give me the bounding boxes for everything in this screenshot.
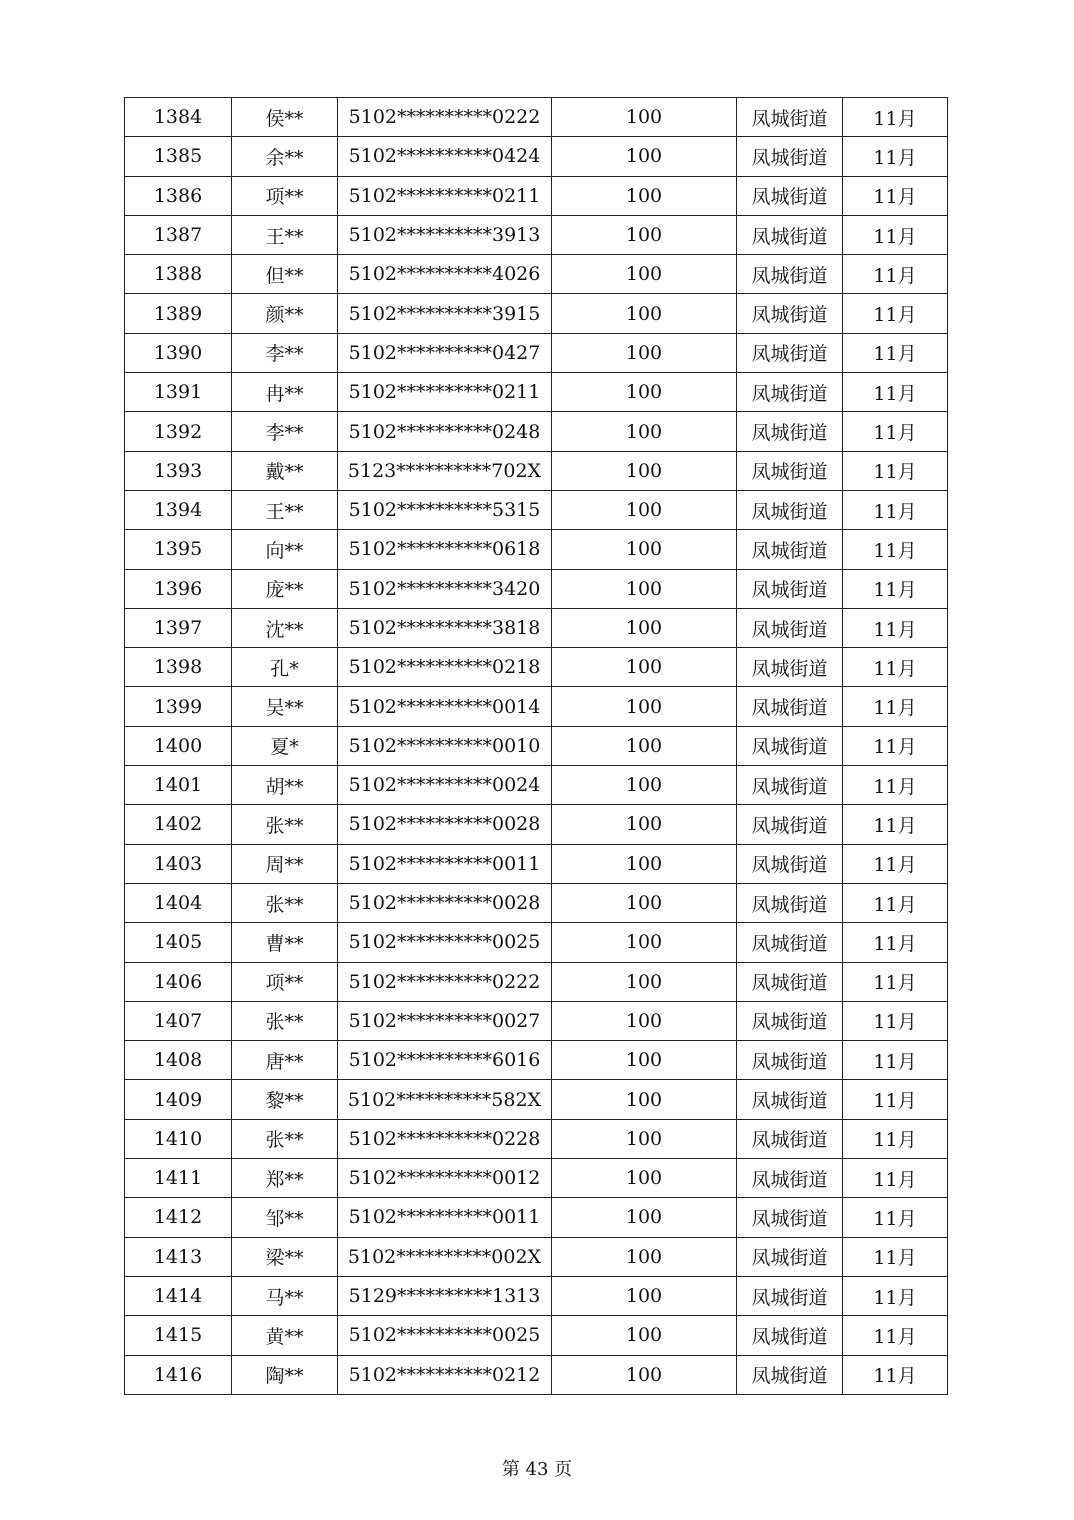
street-office: 凤城街道 — [737, 844, 843, 883]
row-number: 1414 — [125, 1276, 232, 1315]
person-name: 胡** — [232, 766, 338, 805]
amount: 100 — [552, 648, 737, 687]
person-name: 王** — [232, 215, 338, 254]
month: 11月 — [843, 1276, 948, 1315]
row-number: 1386 — [125, 176, 232, 215]
month: 11月 — [843, 923, 948, 962]
amount: 100 — [552, 451, 737, 490]
month: 11月 — [843, 1316, 948, 1355]
person-name: 张** — [232, 1119, 338, 1158]
person-name: 沈** — [232, 608, 338, 647]
month: 11月 — [843, 98, 948, 137]
street-office: 凤城街道 — [737, 451, 843, 490]
row-number: 1396 — [125, 569, 232, 608]
person-name: 戴** — [232, 451, 338, 490]
month: 11月 — [843, 176, 948, 215]
amount: 100 — [552, 176, 737, 215]
month: 11月 — [843, 333, 948, 372]
street-office: 凤城街道 — [737, 137, 843, 176]
id-number: 5102**********582X — [338, 1080, 552, 1119]
street-office: 凤城街道 — [737, 1001, 843, 1040]
id-number: 5102**********0012 — [338, 1159, 552, 1198]
month: 11月 — [843, 608, 948, 647]
data-table — [124, 97, 948, 1395]
month: 11月 — [843, 1001, 948, 1040]
table-row — [125, 137, 948, 176]
table-row — [125, 98, 948, 137]
street-office: 凤城街道 — [737, 215, 843, 254]
amount: 100 — [552, 412, 737, 451]
id-number: 5102**********0211 — [338, 176, 552, 215]
row-number: 1413 — [125, 1237, 232, 1276]
month: 11月 — [843, 569, 948, 608]
month: 11月 — [843, 844, 948, 883]
street-office: 凤城街道 — [737, 883, 843, 922]
person-name: 王** — [232, 490, 338, 529]
person-name: 黎** — [232, 1080, 338, 1119]
id-number: 5102**********4026 — [338, 255, 552, 294]
street-office: 凤城街道 — [737, 333, 843, 372]
amount: 100 — [552, 1276, 737, 1315]
row-number: 1405 — [125, 923, 232, 962]
table-row — [125, 373, 948, 412]
street-office: 凤城街道 — [737, 1159, 843, 1198]
street-office: 凤城街道 — [737, 412, 843, 451]
amount: 100 — [552, 687, 737, 726]
amount: 100 — [552, 333, 737, 372]
table-row — [125, 255, 948, 294]
table-row — [125, 608, 948, 647]
street-office: 凤城街道 — [737, 923, 843, 962]
person-name: 侯** — [232, 98, 338, 137]
amount: 100 — [552, 962, 737, 1001]
row-number: 1415 — [125, 1316, 232, 1355]
amount: 100 — [552, 215, 737, 254]
id-number: 5102**********0618 — [338, 530, 552, 569]
month: 11月 — [843, 883, 948, 922]
street-office: 凤城街道 — [737, 1237, 843, 1276]
amount: 100 — [552, 1237, 737, 1276]
amount: 100 — [552, 490, 737, 529]
row-number: 1398 — [125, 648, 232, 687]
person-name: 颜** — [232, 294, 338, 333]
page-number: 第 43 页 — [501, 1459, 573, 1480]
table-row — [125, 451, 948, 490]
person-name: 曹** — [232, 923, 338, 962]
person-name: 陶** — [232, 1355, 338, 1394]
month: 11月 — [843, 1041, 948, 1080]
month: 11月 — [843, 1119, 948, 1158]
street-office: 凤城街道 — [737, 1080, 843, 1119]
street-office: 凤城街道 — [737, 1198, 843, 1237]
table-row — [125, 844, 948, 883]
row-number: 1410 — [125, 1119, 232, 1158]
amount: 100 — [552, 844, 737, 883]
person-name: 孔* — [232, 648, 338, 687]
amount: 100 — [552, 1041, 737, 1080]
table-row — [125, 215, 948, 254]
id-number: 5102**********0028 — [338, 805, 552, 844]
month: 11月 — [843, 805, 948, 844]
row-number: 1407 — [125, 1001, 232, 1040]
id-number: 5102**********0010 — [338, 726, 552, 765]
amount: 100 — [552, 1316, 737, 1355]
amount: 100 — [552, 883, 737, 922]
person-name: 郑** — [232, 1159, 338, 1198]
amount: 100 — [552, 1080, 737, 1119]
table-row — [125, 648, 948, 687]
person-name: 张** — [232, 1001, 338, 1040]
month: 11月 — [843, 766, 948, 805]
amount: 100 — [552, 1119, 737, 1158]
person-name: 吴** — [232, 687, 338, 726]
row-number: 1392 — [125, 412, 232, 451]
month: 11月 — [843, 648, 948, 687]
street-office: 凤城街道 — [737, 766, 843, 805]
row-number: 1411 — [125, 1159, 232, 1198]
amount: 100 — [552, 294, 737, 333]
row-number: 1416 — [125, 1355, 232, 1394]
street-office: 凤城街道 — [737, 805, 843, 844]
amount: 100 — [552, 608, 737, 647]
row-number: 1401 — [125, 766, 232, 805]
id-number: 5102**********0222 — [338, 962, 552, 1001]
row-number: 1387 — [125, 215, 232, 254]
person-name: 张** — [232, 805, 338, 844]
person-name: 项** — [232, 962, 338, 1001]
person-name: 但** — [232, 255, 338, 294]
table-row — [125, 1001, 948, 1040]
street-office: 凤城街道 — [737, 294, 843, 333]
person-name: 余** — [232, 137, 338, 176]
street-office: 凤城街道 — [737, 569, 843, 608]
table-row — [125, 1198, 948, 1237]
amount: 100 — [552, 1198, 737, 1237]
street-office: 凤城街道 — [737, 176, 843, 215]
id-number: 5102**********0011 — [338, 844, 552, 883]
id-number: 5102**********6016 — [338, 1041, 552, 1080]
person-name: 张** — [232, 883, 338, 922]
street-office: 凤城街道 — [737, 1316, 843, 1355]
street-office: 凤城街道 — [737, 1355, 843, 1394]
row-number: 1395 — [125, 530, 232, 569]
street-office: 凤城街道 — [737, 1041, 843, 1080]
id-number: 5102**********3915 — [338, 294, 552, 333]
month: 11月 — [843, 726, 948, 765]
person-name: 黄** — [232, 1316, 338, 1355]
person-name: 李** — [232, 412, 338, 451]
table-row — [125, 333, 948, 372]
amount: 100 — [552, 923, 737, 962]
table-row — [125, 805, 948, 844]
row-number: 1393 — [125, 451, 232, 490]
table-row — [125, 883, 948, 922]
amount: 100 — [552, 137, 737, 176]
person-name: 庞** — [232, 569, 338, 608]
id-number: 5129**********1313 — [338, 1276, 552, 1315]
month: 11月 — [843, 451, 948, 490]
row-number: 1388 — [125, 255, 232, 294]
table-row — [125, 490, 948, 529]
amount: 100 — [552, 1159, 737, 1198]
person-name: 向** — [232, 530, 338, 569]
row-number: 1412 — [125, 1198, 232, 1237]
id-number: 5102**********0222 — [338, 98, 552, 137]
row-number: 1403 — [125, 844, 232, 883]
id-number: 5102**********5315 — [338, 490, 552, 529]
id-number: 5102**********3913 — [338, 215, 552, 254]
id-number: 5102**********0424 — [338, 137, 552, 176]
amount: 100 — [552, 373, 737, 412]
amount: 100 — [552, 805, 737, 844]
person-name: 夏* — [232, 726, 338, 765]
month: 11月 — [843, 1237, 948, 1276]
row-number: 1390 — [125, 333, 232, 372]
id-number: 5102**********0211 — [338, 373, 552, 412]
month: 11月 — [843, 1080, 948, 1119]
month: 11月 — [843, 490, 948, 529]
id-number: 5102**********0014 — [338, 687, 552, 726]
street-office: 凤城街道 — [737, 608, 843, 647]
person-name: 冉** — [232, 373, 338, 412]
id-number: 5102**********0228 — [338, 1119, 552, 1158]
person-name: 梁** — [232, 1237, 338, 1276]
month: 11月 — [843, 373, 948, 412]
street-office: 凤城街道 — [737, 726, 843, 765]
month: 11月 — [843, 294, 948, 333]
row-number: 1394 — [125, 490, 232, 529]
id-number: 5102**********0025 — [338, 923, 552, 962]
row-number: 1408 — [125, 1041, 232, 1080]
month: 11月 — [843, 687, 948, 726]
id-number: 5102**********002X — [338, 1237, 552, 1276]
table-row — [125, 1237, 948, 1276]
amount: 100 — [552, 98, 737, 137]
street-office: 凤城街道 — [737, 98, 843, 137]
table-row — [125, 412, 948, 451]
table-row — [125, 176, 948, 215]
person-name: 李** — [232, 333, 338, 372]
amount: 100 — [552, 726, 737, 765]
month: 11月 — [843, 1198, 948, 1237]
id-number: 5102**********0212 — [338, 1355, 552, 1394]
table-row — [125, 530, 948, 569]
month: 11月 — [843, 215, 948, 254]
amount: 100 — [552, 766, 737, 805]
person-name: 邹** — [232, 1198, 338, 1237]
row-number: 1389 — [125, 294, 232, 333]
month: 11月 — [843, 137, 948, 176]
row-number: 1397 — [125, 608, 232, 647]
id-number: 5102**********0427 — [338, 333, 552, 372]
row-number: 1391 — [125, 373, 232, 412]
person-name: 马** — [232, 1276, 338, 1315]
row-number: 1400 — [125, 726, 232, 765]
street-office: 凤城街道 — [737, 373, 843, 412]
id-number: 5102**********0218 — [338, 648, 552, 687]
id-number: 5102**********0024 — [338, 766, 552, 805]
table-row — [125, 687, 948, 726]
street-office: 凤城街道 — [737, 530, 843, 569]
id-number: 5102**********0025 — [338, 1316, 552, 1355]
month: 11月 — [843, 1355, 948, 1394]
person-name: 周** — [232, 844, 338, 883]
amount: 100 — [552, 569, 737, 608]
table-row — [125, 962, 948, 1001]
person-name: 唐** — [232, 1041, 338, 1080]
table-row — [125, 1276, 948, 1315]
month: 11月 — [843, 962, 948, 1001]
street-office: 凤城街道 — [737, 962, 843, 1001]
row-number: 1399 — [125, 687, 232, 726]
id-number: 5102**********0027 — [338, 1001, 552, 1040]
amount: 100 — [552, 255, 737, 294]
row-number: 1384 — [125, 98, 232, 137]
table-row — [125, 726, 948, 765]
id-number: 5102**********3420 — [338, 569, 552, 608]
amount: 100 — [552, 1001, 737, 1040]
street-office: 凤城街道 — [737, 490, 843, 529]
table-row — [125, 1041, 948, 1080]
table-row — [125, 1355, 948, 1394]
street-office: 凤城街道 — [737, 648, 843, 687]
person-name: 项** — [232, 176, 338, 215]
row-number: 1409 — [125, 1080, 232, 1119]
table-row — [125, 1080, 948, 1119]
table-row — [125, 1316, 948, 1355]
row-number: 1385 — [125, 137, 232, 176]
id-number: 5102**********0248 — [338, 412, 552, 451]
row-number: 1404 — [125, 883, 232, 922]
street-office: 凤城街道 — [737, 1119, 843, 1158]
id-number: 5102**********3818 — [338, 608, 552, 647]
table-row — [125, 923, 948, 962]
month: 11月 — [843, 255, 948, 294]
table-row — [125, 294, 948, 333]
month: 11月 — [843, 1159, 948, 1198]
month: 11月 — [843, 530, 948, 569]
row-number: 1406 — [125, 962, 232, 1001]
amount: 100 — [552, 530, 737, 569]
row-number: 1402 — [125, 805, 232, 844]
amount: 100 — [552, 1355, 737, 1394]
month: 11月 — [843, 412, 948, 451]
street-office: 凤城街道 — [737, 255, 843, 294]
table-row — [125, 766, 948, 805]
table-row — [125, 569, 948, 608]
id-number: 5102**********0011 — [338, 1198, 552, 1237]
table-row — [125, 1119, 948, 1158]
table-row — [125, 1159, 948, 1198]
table-body — [125, 98, 948, 1395]
street-office: 凤城街道 — [737, 687, 843, 726]
id-number: 5102**********0028 — [338, 883, 552, 922]
id-number: 5123**********702X — [338, 451, 552, 490]
street-office: 凤城街道 — [737, 1276, 843, 1315]
